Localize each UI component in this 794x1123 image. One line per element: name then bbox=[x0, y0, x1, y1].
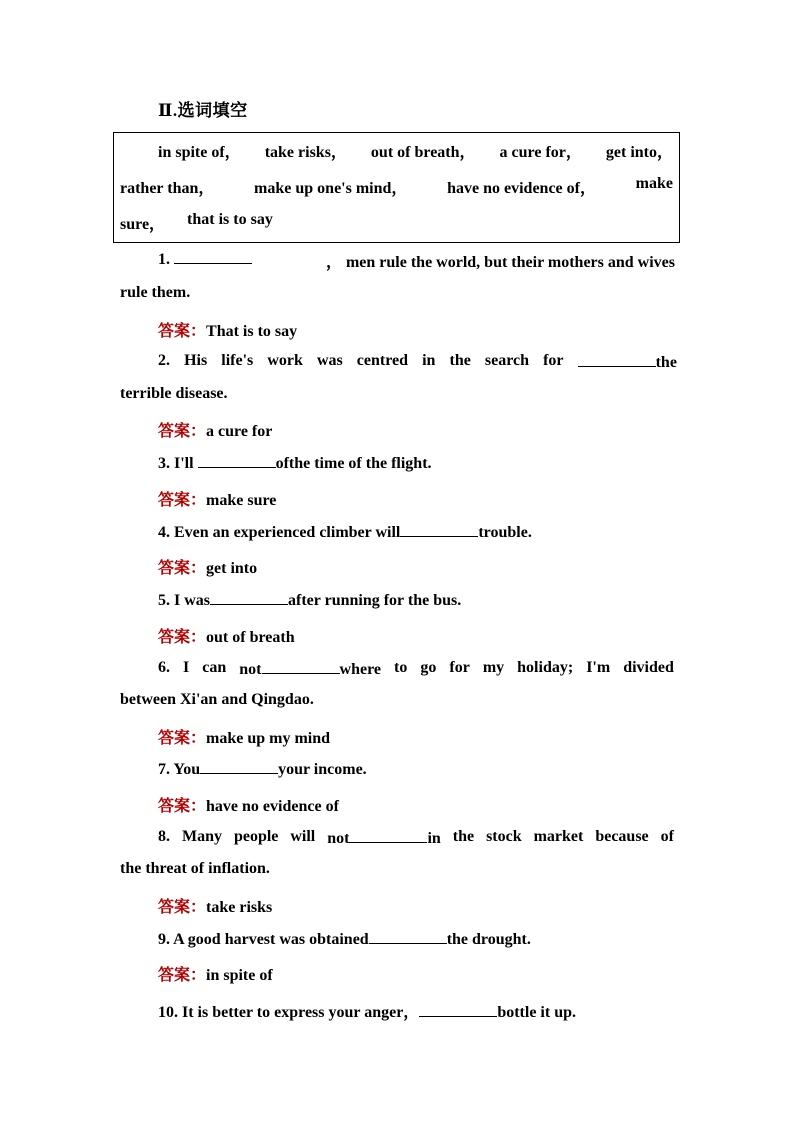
word-bank-item: in spite of， bbox=[158, 144, 241, 161]
question-9: 9. A good harvest was obtained the drought. bbox=[158, 931, 531, 948]
question-8: 8. Many people will not in the stock market because of bbox=[158, 828, 674, 847]
word-bank-item: make bbox=[635, 175, 673, 192]
question-6: 6. I can not where to go for my holiday; I'm divided bbox=[158, 659, 674, 678]
answer-blank bbox=[400, 522, 478, 537]
answer-7: 答案：have no evidence of bbox=[158, 798, 339, 815]
answer-blank bbox=[369, 929, 447, 944]
answer-blank bbox=[349, 828, 427, 843]
answer-2: 答案：a cure for bbox=[158, 423, 273, 440]
word-bank-line bbox=[158, 139, 673, 162]
word-bank-item: sure， bbox=[120, 216, 166, 233]
answer-blank bbox=[200, 759, 278, 774]
word-bank-item: take risks， bbox=[264, 144, 347, 161]
answer-6: 答案：make up my mind bbox=[158, 730, 331, 747]
question-1: 1. ， men rule the world, but their mothers and wives bbox=[158, 251, 675, 271]
question-5: 5. I was after running for the bus. bbox=[158, 592, 462, 609]
word-bank-item: rather than， bbox=[120, 180, 215, 197]
word-bank-line bbox=[120, 175, 673, 198]
question-6-cont: between Xi'an and Qingdao. bbox=[120, 691, 314, 708]
word-bank-box bbox=[113, 132, 680, 243]
section-title: Ⅱ.选词填空 bbox=[158, 101, 248, 120]
question-7: 7. You your income. bbox=[158, 761, 367, 778]
question-2: 2. His life's work was centred in the search for the bbox=[158, 352, 677, 371]
word-bank-item: that is to say bbox=[187, 211, 273, 228]
question-8-cont: the threat of inflation. bbox=[120, 860, 270, 877]
answer-blank bbox=[174, 249, 252, 264]
answer-blank bbox=[262, 659, 340, 674]
word-bank-item: out of breath， bbox=[370, 144, 476, 161]
answer-blank bbox=[210, 590, 288, 605]
answer-8: 答案：take risks bbox=[158, 899, 273, 916]
answer-9: 答案：in spite of bbox=[158, 967, 273, 984]
question-1-cont: rule them. bbox=[120, 284, 191, 301]
answer-5: 答案：out of breath bbox=[158, 629, 295, 646]
word-bank-item: have no evidence of， bbox=[447, 180, 596, 197]
word-bank-line bbox=[120, 211, 673, 234]
question-3: 3. I'll ofthe time of the flight. bbox=[158, 455, 432, 472]
answer-1: 答案：That is to say bbox=[158, 323, 298, 340]
word-bank-item: make up one's mind， bbox=[254, 180, 408, 197]
question-10: 10. It is better to express your anger， bottle it up. bbox=[158, 1004, 576, 1021]
word-bank-item: get into， bbox=[605, 144, 673, 161]
answer-4: 答案：get into bbox=[158, 560, 258, 577]
answer-blank bbox=[419, 1002, 497, 1017]
answer-blank bbox=[578, 352, 656, 367]
question-2-cont: terrible disease. bbox=[120, 385, 228, 402]
answer-blank bbox=[198, 453, 276, 468]
answer-3: 答案：make sure bbox=[158, 492, 277, 509]
question-4: 4. Even an experienced climber will trouble. bbox=[158, 524, 532, 541]
word-bank-item: a cure for， bbox=[499, 144, 582, 161]
